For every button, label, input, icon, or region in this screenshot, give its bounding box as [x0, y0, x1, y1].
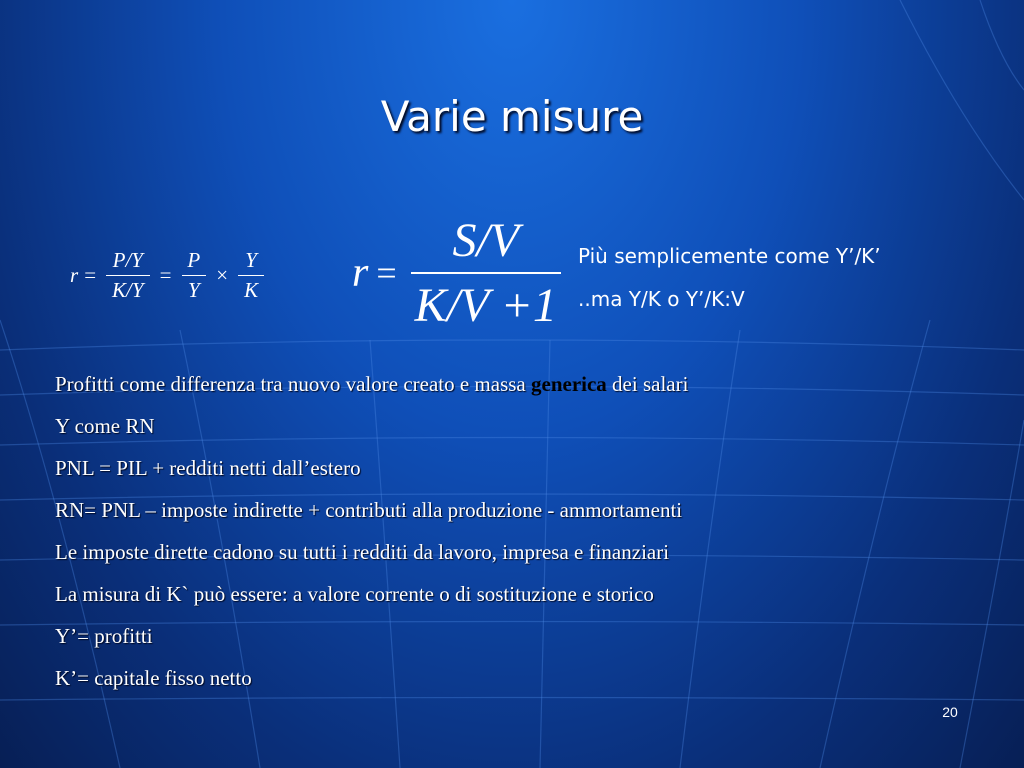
fraction-numerator: Y	[245, 247, 257, 272]
bullet-item: Y’= profitti	[55, 624, 153, 648]
fraction-numerator: S/V	[452, 213, 520, 267]
bullet-text: Profitti come differenza tra nuovo valore creato e massa	[55, 372, 531, 396]
bullet-item: La misura di K` può essere: a valore corrente o di sostituzione e storico	[55, 582, 654, 606]
bullet-list	[55, 363, 688, 699]
fraction-numerator: P/Y	[112, 247, 143, 272]
formula-right	[352, 205, 565, 340]
side-note-2: ..ma Y/K o Y’/K:V	[578, 287, 745, 311]
formula-left-equals-2: =	[159, 262, 172, 287]
formula-left-times: ×	[216, 262, 229, 287]
fraction-denominator: K/V +1	[411, 272, 561, 333]
formula-right-lhs: r	[352, 249, 369, 296]
bullet-text: dei salari	[606, 372, 689, 396]
slide-title: Varie misure	[380, 92, 644, 141]
page-number: 20	[942, 704, 958, 720]
fraction-denominator: K	[238, 275, 264, 303]
emphasis-text: generica	[531, 372, 607, 396]
formula-left	[70, 240, 268, 310]
bullet-item: PNL = PIL + redditi netti dall’estero	[55, 456, 361, 480]
formula-right-equals: =	[376, 252, 397, 293]
fraction-p-over-y	[181, 248, 206, 303]
fraction-s-v-over-k-v-plus-1	[411, 213, 561, 333]
fraction-y-over-k	[238, 248, 264, 303]
fraction-denominator: Y	[182, 275, 206, 303]
bullet-item: Le imposte dirette cadono su tutti i redditi da lavoro, impresa e finanziari	[55, 540, 670, 564]
fraction-p-over-y-over-k-over-y	[106, 248, 150, 303]
formula-left-equals-1: =	[84, 262, 97, 287]
side-note-1: Più semplicemente come Y’/K’	[578, 244, 881, 268]
fraction-numerator: P	[187, 247, 201, 272]
bullet-item	[55, 363, 688, 405]
fraction-denominator: K/Y	[106, 275, 150, 303]
bullet-item: Y come RN	[55, 414, 155, 438]
bullet-item: K’= capitale fisso netto	[55, 666, 252, 690]
bullet-item: RN= PNL – imposte indirette + contributi alla produzione - ammortamenti	[55, 498, 683, 522]
formula-left-lhs: r	[70, 262, 79, 287]
